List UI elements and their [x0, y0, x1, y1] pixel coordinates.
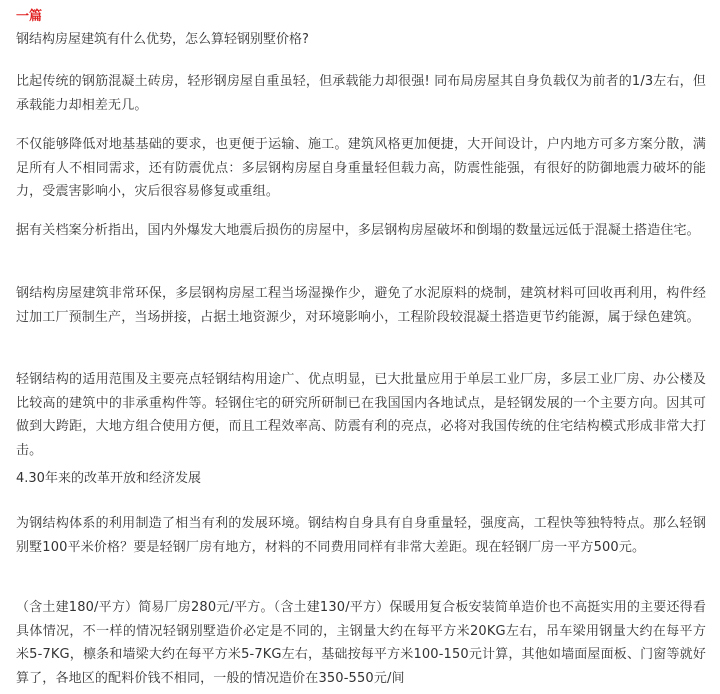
article-heading: 一篇 [16, 9, 43, 24]
paragraph: 据有关档案分析指出，国内外爆发大地震后损伤的房屋中，多层钢构房屋破坏和倒塌的数量远远低于混凝土搭造住宅。 [16, 223, 700, 238]
article-subtitle: 钢结构房屋建筑有什么优势，怎么算轻钢别墅价格? [16, 32, 309, 47]
paragraph: 轻钢结构的适用范围及主要亮点轻钢结构用途广、优点明显，已大批量应用于单层工业厂房，多层工业厂房、办公楼及比较高的建筑中的非承重构件等。轻钢住宅的研究所研制已在我国国内各地试点，是轻钢发展的一个主要方向。因其可做到大跨距，大地方组合使用方便，而且工程效率高、防震有利的亮点，必将对我国传统的住宅结构模式形成非常大打击。 [16, 372, 706, 458]
paragraph: （含土建180/平方）简易厂房280元/平方。（含土建130/平方）保暖用复合板安装简单造价也不高挺实用的主要还得看具体情况，不一样的情况轻钢别墅造价必定是不同的，主钢量大约在每平方米20KG左右，吊车梁用钢量大约在每平方米5-7KG，檩条和墙梁大约在每平方米5-7KG左右，基础按每平方米100-150元计算，其他如墙面屋面板、门窗等就好算了，各地区的配料价钱不相同，一般的情况造价在350-550元/间 [16, 600, 706, 686]
paragraph: 钢结构房屋建筑非常环保，多层钢构房屋工程当场湿操作少，避免了水泥原料的烧制，建筑材料可回收再利用，构件经过加工厂预制生产，当场拼接，占据土地资源少，对环境影响小，工程阶段较混凝土搭造更节约能源，属于绿色建筑。 [16, 286, 706, 325]
paragraph: 为钢结构体系的利用制造了相当有利的发展环境。钢结构自身具有自身重量轻，强度高，工程快等独特特点。那么轻钢别墅100平米价格？要是轻钢厂房有地方，材料的不同费用同样有非常大差距。现在轻钢厂房一平方500元。 [16, 516, 706, 555]
paragraph: 不仅能够降低对地基基础的要求，也更便于运输、施工。建筑风格更加便捷，大开间设计，户内地方可多方案分散，满足所有人不相同需求，还有防震优点：多层钢构房屋自身重量轻但载力高，防震性能强，有很好的防御地震力破坏的能力，受震害影响小，灾后很容易修复或重组。 [16, 137, 706, 199]
paragraph: 比起传统的钢筋混凝土砖房，轻形钢房屋自重虽轻，但承载能力却很强! 同布局房屋其自身负载仅为前者的1/3左右，但承载能力却相差无几。 [16, 74, 706, 113]
section-title: 4.30年来的改革开放和经济发展 [16, 471, 201, 486]
